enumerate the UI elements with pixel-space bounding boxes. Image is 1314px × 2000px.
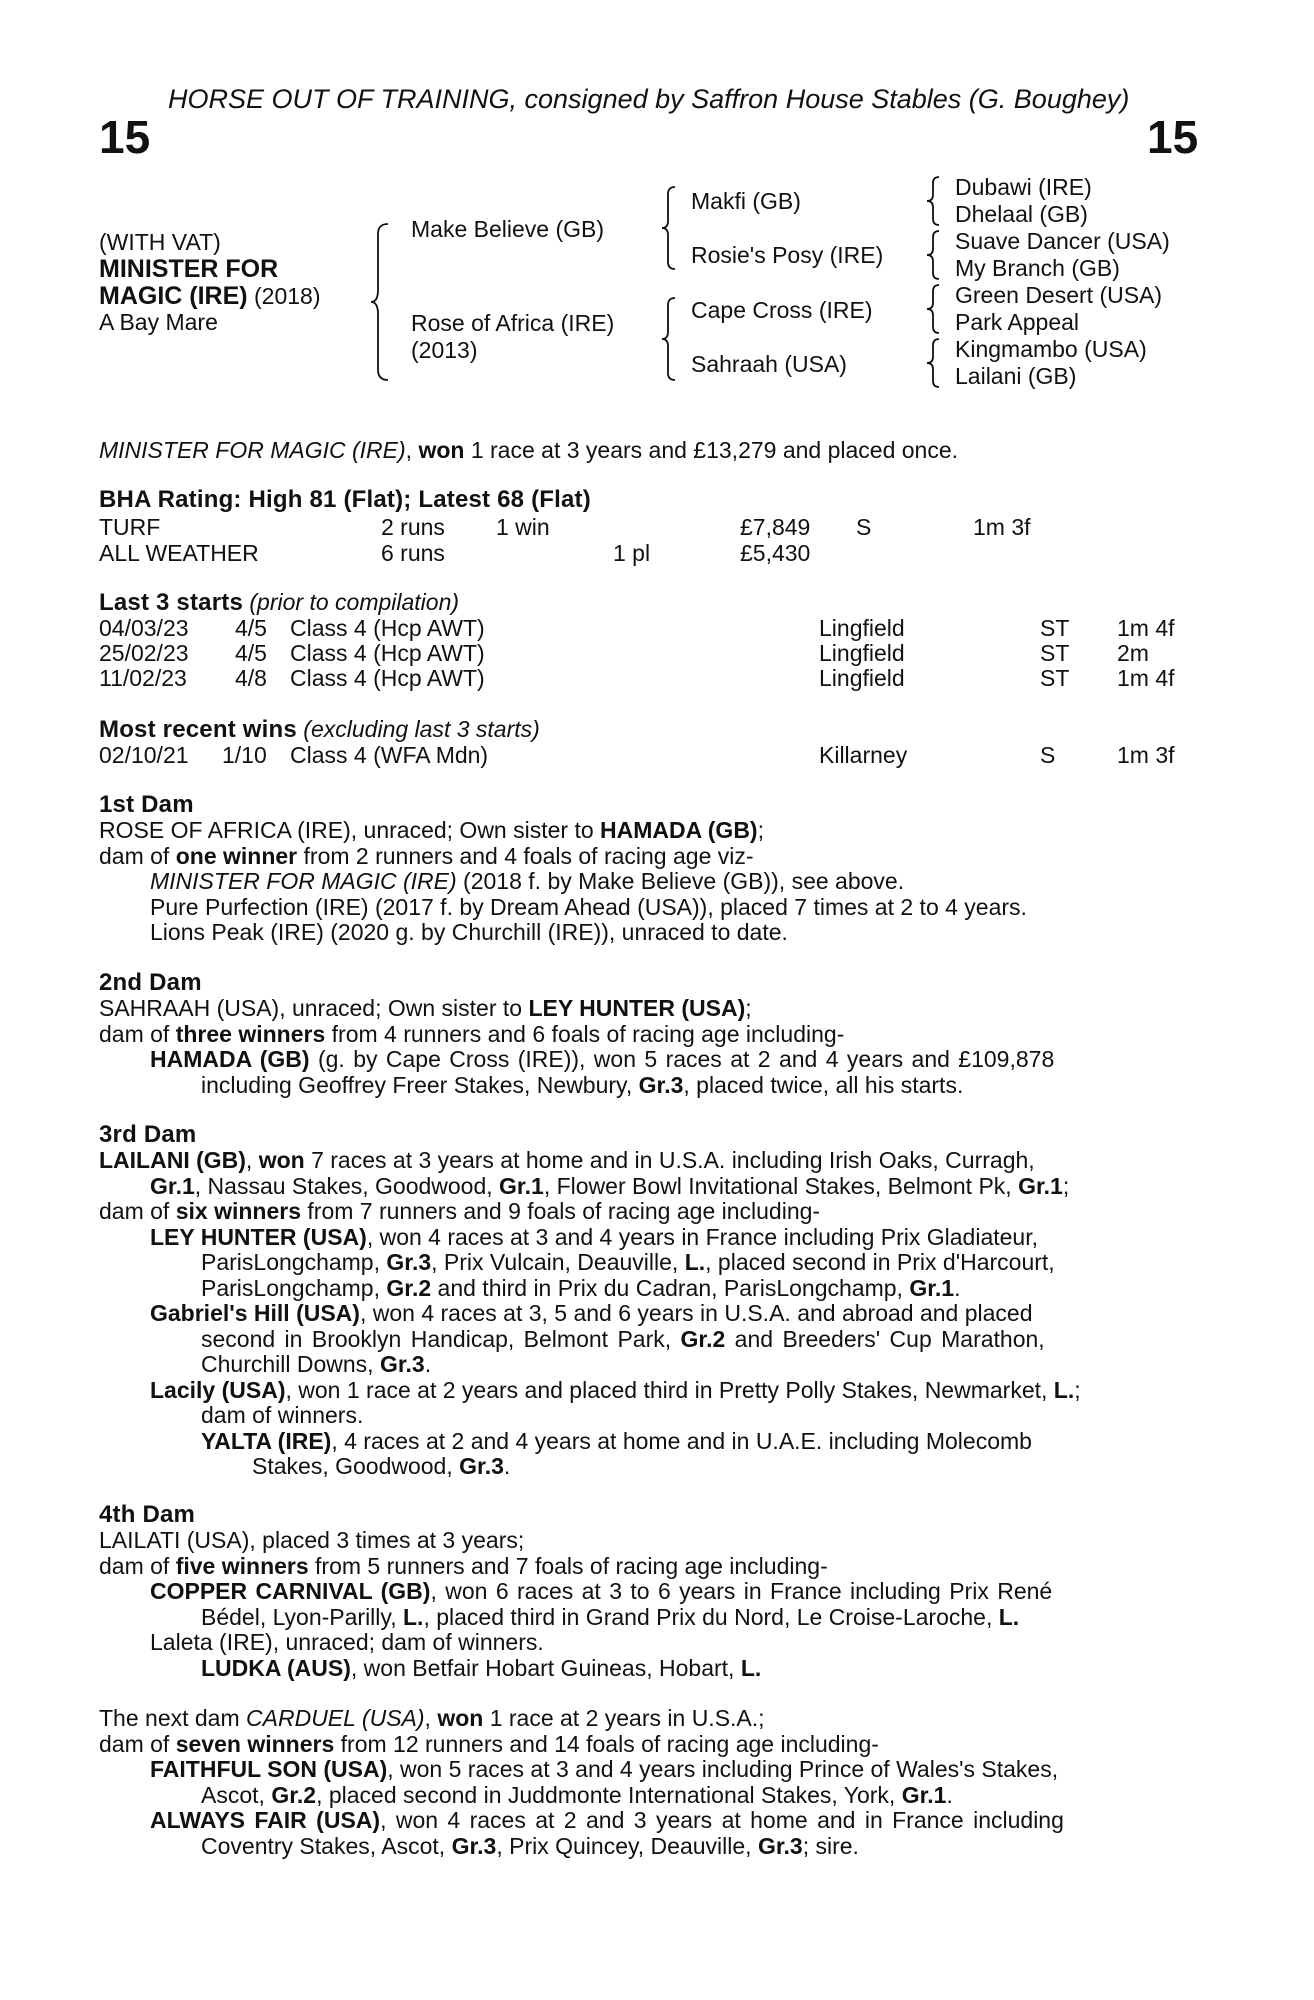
rating-row-aw-placed: 1 pl — [613, 540, 651, 566]
last3-going: ST — [1040, 665, 1070, 691]
horse-description: A Bay Mare — [99, 309, 218, 335]
recent-win-date: 02/10/21 — [99, 742, 189, 768]
third-dam-produce: dam of winners. — [201, 1402, 364, 1428]
third-dam-produce: ParisLongchamp, Gr.3, Prix Vulcain, Deauville, L., placed second in Prix d'Harcourt, — [201, 1249, 1055, 1275]
pedigree-brace-dam — [660, 296, 680, 382]
last3-date: 04/03/23 — [99, 615, 189, 641]
fourth-dam-produce: Laleta (IRE), unraced; dam of winners. — [150, 1629, 544, 1655]
rating-row-turf-wins: 1 win — [496, 514, 550, 540]
last3-heading — [99, 589, 459, 616]
first-dam-line: ROSE OF AFRICA (IRE), unraced; Own sister to HAMADA (GB); — [99, 817, 764, 843]
first-dam-title: 1st Dam — [99, 791, 194, 818]
summary-won: won — [418, 437, 465, 463]
last3-distance: 1m 4f — [1117, 615, 1175, 641]
recent-win-course: Killarney — [819, 742, 908, 768]
next-dam-produce: Ascot, Gr.2, placed second in Juddmonte International Stakes, York, Gr.1. — [201, 1781, 953, 1808]
third-dam-line: LAILANI (GB), won 7 races at 3 years at home and in U.S.A. including Irish Oaks, Curragh, — [99, 1147, 1035, 1173]
last3-race: Class 4 (Hcp AWT) — [290, 665, 485, 691]
pedigree-dam-line2: (2013) — [411, 337, 478, 363]
next-dam-line: The next dam CARDUEL (USA), won 1 race at 2 years in U.S.A.; — [99, 1705, 765, 1731]
fourth-dam-line: dam of five winners from 5 runners and 7 foals of racing age including- — [99, 1552, 828, 1579]
pedigree-g2: Dhelaal (GB) — [955, 201, 1088, 227]
third-dam-produce: LEY HUNTER (USA), won 4 races at 3 and 4 years in France including Prix Gladiateur, — [150, 1223, 1039, 1250]
pedigree-brace-sire — [660, 185, 680, 271]
rating-row-aw-runs: 6 runs — [381, 540, 445, 566]
third-dam-produce: second in Brooklyn Handicap, Belmont Park, Gr.2 and Breeders' Cup Marathon, — [201, 1325, 1045, 1352]
last3-course: Lingfield — [819, 665, 905, 691]
pedigree-dam-dam: Sahraah (USA) — [691, 351, 847, 377]
first-dam-section — [99, 792, 1203, 946]
vat-note: (WITH VAT) — [99, 229, 221, 255]
lot-number-right: 15 — [1147, 111, 1199, 163]
recent-win-going: S — [1040, 742, 1056, 768]
last3-distance: 2m — [1117, 640, 1149, 666]
fourth-dam-line: LAILATI (USA), placed 3 times at 3 years; — [99, 1527, 525, 1553]
rating-title: BHA Rating: High 81 (Flat); Latest 68 (Flat) — [99, 486, 591, 513]
pedigree-g7: Kingmambo (USA) — [955, 336, 1147, 362]
fourth-dam-produce: LUDKA (AUS), won Betfair Hobart Guineas, Hobart, L. — [201, 1654, 762, 1681]
last3-pos: 4/5 — [235, 640, 267, 666]
recent-wins-title: Most recent wins — [99, 716, 297, 743]
pedigree-dam-line1: Rose of Africa (IRE) — [411, 310, 615, 336]
fourth-dam-produce: COPPER CARNIVAL (GB), won 6 races at 3 to 6 years in France including Prix René — [150, 1578, 1053, 1604]
third-dam-produce: ParisLongchamp, Gr.2 and third in Prix du Cadran, ParisLongchamp, Gr.1. — [201, 1274, 961, 1301]
last3-race: Class 4 (Hcp AWT) — [290, 615, 485, 641]
last3-course: Lingfield — [819, 640, 905, 666]
third-dam-produce: Lacily (USA), won 1 race at 2 years and placed third in Pretty Polly Stakes, Newmarket, L.; — [150, 1376, 1081, 1403]
last3-pos: 4/5 — [235, 615, 267, 641]
next-dam-produce: Coventry Stakes, Ascot, Gr.3, Prix Quincey, Deauville, Gr.3; sire. — [201, 1832, 859, 1859]
first-dam-produce: Pure Purfection (IRE) (2017 f. by Dream Ahead (USA)), placed 7 times at 2 to 4 years. — [150, 893, 1027, 920]
rating-row-turf-prize: £7,849 — [740, 514, 811, 540]
horse-name-line1: MINISTER FOR — [99, 255, 279, 283]
horse-year: (2018) — [247, 283, 321, 309]
last3-date: 11/02/23 — [99, 665, 187, 691]
rating-row-aw-surface: ALL WEATHER — [99, 540, 259, 566]
rating-row-aw-prize: £5,430 — [740, 540, 811, 566]
first-dam-produce: Lions Peak (IRE) (2020 g. by Churchill (IRE)), unraced to date. — [150, 919, 788, 945]
second-dam-line: SAHRAAH (USA), unraced; Own sister to LEY HUNTER (USA); — [99, 995, 752, 1021]
third-dam-line: dam of six winners from 7 runners and 9 foals of racing age including- — [99, 1198, 821, 1224]
fourth-dam-produce: Bédel, Lyon-Parilly, L., placed third in Grand Prix du Nord, Le Croise-Laroche, L. — [201, 1603, 1020, 1630]
last3-distance: 1m 4f — [1117, 665, 1175, 691]
pedigree-brace-g1 — [925, 175, 943, 227]
second-dam-section — [99, 970, 1203, 1098]
pedigree-g3: Suave Dancer (USA) — [955, 228, 1170, 254]
recent-win-pos: 1/10 — [222, 742, 267, 768]
next-dam-produce: ALWAYS FAIR (USA), won 4 races at 2 and 3 years at home and in France including — [150, 1807, 1064, 1833]
fourth-dam-section — [99, 1502, 1203, 1681]
next-dam-produce: FAITHFUL SON (USA), won 5 races at 3 and 4 years including Prince of Wales's Stakes, — [150, 1756, 1059, 1782]
pedigree-g8: Lailani (GB) — [955, 363, 1077, 389]
last3-race: Class 4 (Hcp AWT) — [290, 640, 485, 666]
third-dam-produce: Gabriel's Hill (USA), won 4 races at 3, 5 and 6 years in U.S.A. and abroad and placed — [150, 1300, 1033, 1326]
rating-row-turf-surface: TURF — [99, 514, 161, 540]
rating-row-turf-runs: 2 runs — [381, 514, 445, 540]
pedigree-brace-main — [370, 222, 394, 382]
pedigree-sire-sire: Makfi (GB) — [691, 188, 801, 214]
consignment-header: HORSE OUT OF TRAINING, consigned by Saffron House Stables (G. Boughey) — [168, 84, 1130, 114]
third-dam-produce: Stakes, Goodwood, Gr.3. — [252, 1453, 511, 1479]
lot-number-left: 15 — [99, 111, 151, 163]
next-dam-line: dam of seven winners from 12 runners and 14 foals of racing age including- — [99, 1730, 879, 1757]
first-dam-produce: MINISTER FOR MAGIC (IRE) (2018 f. by Make Believe (GB)), see above. — [150, 868, 905, 894]
rating-row-turf-distance: 1m 3f — [973, 514, 1031, 540]
third-dam-line: Gr.1, Nassau Stakes, Goodwood, Gr.1, Flower Bowl Invitational Stakes, Belmont Pk, Gr.1; — [150, 1172, 1070, 1199]
last3-going: ST — [1040, 640, 1070, 666]
pedigree-g4: My Branch (GB) — [955, 255, 1120, 281]
last3-title: Last 3 starts — [99, 589, 243, 616]
horse-name-line2-wrap — [99, 283, 320, 309]
next-dam-section — [99, 1706, 1203, 1859]
last3-pos: 4/8 — [235, 665, 267, 691]
summary-name: MINISTER FOR MAGIC (IRE) — [99, 437, 406, 463]
pedigree-brace-g4 — [925, 337, 943, 389]
pedigree-g5: Green Desert (USA) — [955, 282, 1163, 308]
recent-wins-note: (excluding last 3 starts) — [296, 716, 540, 742]
second-dam-title: 2nd Dam — [99, 969, 202, 996]
pedigree-g1: Dubawi (IRE) — [955, 174, 1092, 200]
pedigree-g6: Park Appeal — [955, 309, 1080, 335]
second-dam-produce: HAMADA (GB) (g. by Cape Cross (IRE)), won 5 races at 2 and 4 years and £109,878 — [150, 1046, 1055, 1072]
third-dam-title: 3rd Dam — [99, 1121, 197, 1148]
pedigree-brace-g3 — [925, 283, 943, 335]
pedigree-brace-g2 — [925, 229, 943, 281]
recent-win-race: Class 4 (WFA Mdn) — [290, 742, 489, 768]
fourth-dam-title: 4th Dam — [99, 1501, 196, 1528]
third-dam-produce: YALTA (IRE), 4 races at 2 and 4 years at home and in U.A.E. including Molecomb — [201, 1427, 1032, 1454]
horse-name-line2: MAGIC (IRE) — [99, 282, 248, 310]
last3-note: (prior to compilation) — [243, 589, 460, 615]
third-dam-section — [99, 1122, 1203, 1480]
recent-win-distance: 1m 3f — [1117, 742, 1175, 768]
recent-wins-heading — [99, 716, 540, 743]
pedigree-dam-sire: Cape Cross (IRE) — [691, 297, 873, 323]
third-dam-produce: Churchill Downs, Gr.3. — [201, 1351, 432, 1377]
pedigree-sire: Make Believe (GB) — [411, 216, 605, 242]
second-dam-line: dam of three winners from 4 runners and 6 foals of racing age including- — [99, 1020, 845, 1047]
last3-course: Lingfield — [819, 615, 905, 641]
race-summary: MINISTER FOR MAGIC (IRE), won 1 race at 3 years and £13,279 and placed once. — [99, 437, 959, 463]
first-dam-line: dam of one winner from 2 runners and 4 foals of racing age viz- — [99, 842, 754, 869]
pedigree-sire-dam: Rosie's Posy (IRE) — [691, 242, 884, 268]
last3-going: ST — [1040, 615, 1070, 641]
summary-rest: 1 race at 3 years and £13,279 and placed once. — [464, 437, 959, 463]
last3-date: 25/02/23 — [99, 640, 189, 666]
second-dam-produce: including Geoffrey Freer Stakes, Newbury, Gr.3, placed twice, all his starts. — [201, 1071, 964, 1098]
rating-row-turf-going: S — [856, 514, 872, 540]
